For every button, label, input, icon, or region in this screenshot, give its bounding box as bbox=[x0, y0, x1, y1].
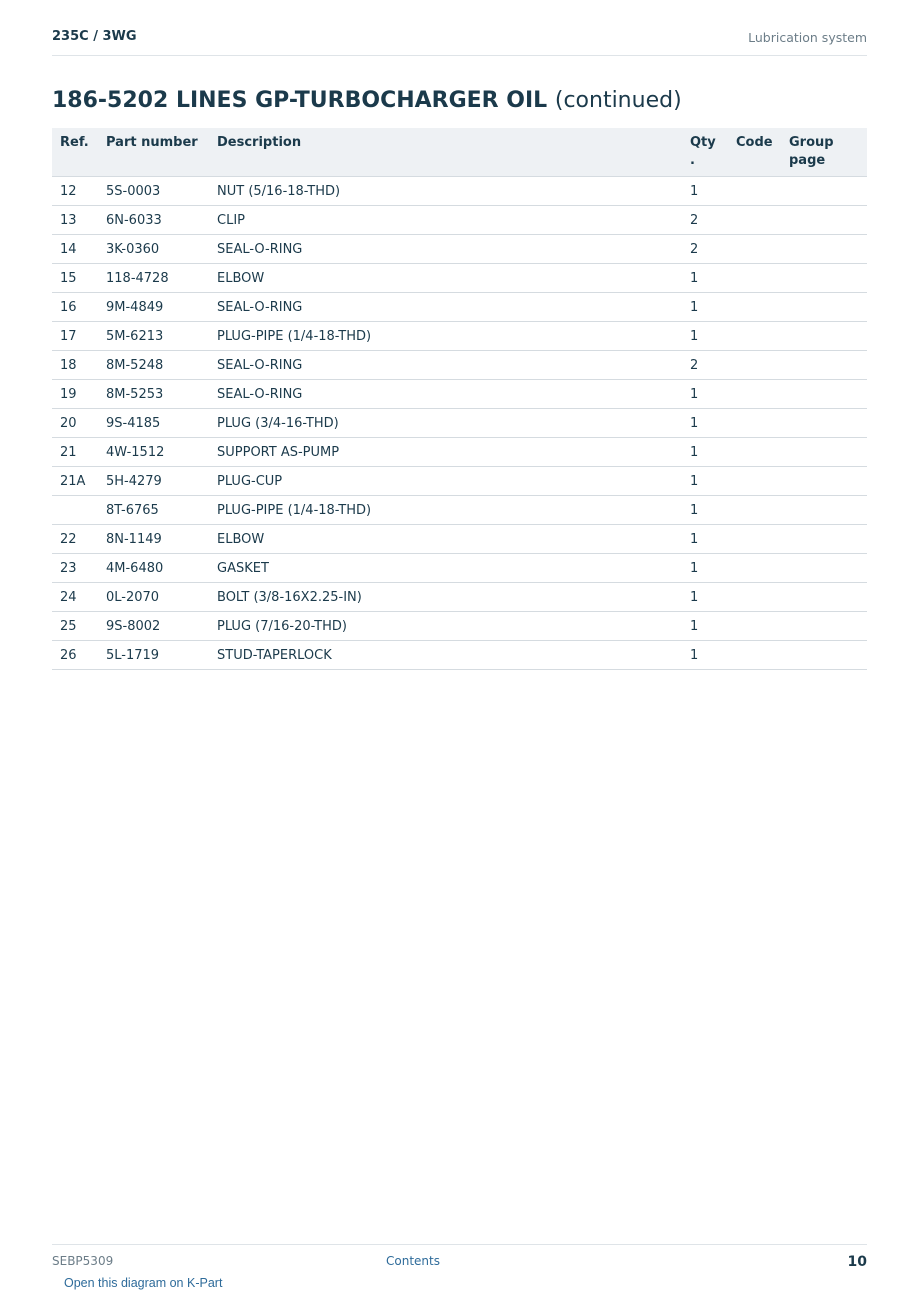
part-number-cell: 4W-1512 bbox=[98, 438, 209, 467]
table-row bbox=[52, 264, 867, 293]
qty-cell: 1 bbox=[682, 264, 728, 293]
table-row bbox=[52, 177, 867, 206]
group-page-cell bbox=[781, 177, 867, 206]
col-header-ref bbox=[52, 128, 98, 177]
description-cell: PLUG-PIPE (1/4-18-THD) bbox=[209, 496, 682, 525]
qty-cell: 1 bbox=[682, 467, 728, 496]
part-number-cell: 3K-0360 bbox=[98, 235, 209, 264]
description-cell: PLUG-PIPE (1/4-18-THD) bbox=[209, 322, 682, 351]
table-row bbox=[52, 554, 867, 583]
ref-cell bbox=[52, 496, 98, 525]
ref-cell: 12 bbox=[52, 177, 98, 206]
qty-cell: 2 bbox=[682, 235, 728, 264]
description-cell: CLIP bbox=[209, 206, 682, 235]
ref-cell: 19 bbox=[52, 380, 98, 409]
ref-cell: 25 bbox=[52, 612, 98, 641]
qty-cell: 1 bbox=[682, 380, 728, 409]
group-page-cell bbox=[781, 467, 867, 496]
model-label: 235C / 3WG bbox=[52, 29, 137, 44]
qty-cell: 2 bbox=[682, 351, 728, 380]
ref-cell: 14 bbox=[52, 235, 98, 264]
qty-cell: 1 bbox=[682, 177, 728, 206]
description-cell: ELBOW bbox=[209, 525, 682, 554]
group-page-cell bbox=[781, 206, 867, 235]
col-label: Part number bbox=[106, 135, 198, 150]
code-cell bbox=[728, 380, 781, 409]
group-page-cell bbox=[781, 264, 867, 293]
description-cell: ELBOW bbox=[209, 264, 682, 293]
group-page-cell bbox=[781, 583, 867, 612]
group-page-cell bbox=[781, 554, 867, 583]
code-cell bbox=[728, 206, 781, 235]
table-row bbox=[52, 351, 867, 380]
table-row bbox=[52, 409, 867, 438]
description-cell: SUPPORT AS-PUMP bbox=[209, 438, 682, 467]
code-cell bbox=[728, 438, 781, 467]
description-cell: PLUG (3/4-16-THD) bbox=[209, 409, 682, 438]
code-cell bbox=[728, 467, 781, 496]
code-cell bbox=[728, 264, 781, 293]
col-label: Qty . bbox=[690, 135, 716, 168]
code-cell bbox=[728, 554, 781, 583]
table-row bbox=[52, 583, 867, 612]
title-main: 186-5202 LINES GP-TURBOCHARGER OIL bbox=[52, 88, 548, 113]
col-header-description bbox=[209, 128, 682, 177]
code-cell bbox=[728, 177, 781, 206]
col-label: Ref. bbox=[60, 135, 89, 150]
ref-cell: 13 bbox=[52, 206, 98, 235]
table-row bbox=[52, 496, 867, 525]
document-id: SEBP5309 bbox=[52, 1254, 114, 1268]
col-header-group-page bbox=[781, 128, 867, 177]
ref-cell: 23 bbox=[52, 554, 98, 583]
contents-link[interactable]: Contents bbox=[386, 1254, 440, 1268]
part-number-cell: 8M-5248 bbox=[98, 351, 209, 380]
code-cell bbox=[728, 293, 781, 322]
table-row bbox=[52, 467, 867, 496]
part-number-cell: 5M-6213 bbox=[98, 322, 209, 351]
title-suffix: (continued) bbox=[554, 88, 682, 113]
qty-cell: 1 bbox=[682, 322, 728, 351]
table-row bbox=[52, 612, 867, 641]
code-cell bbox=[728, 409, 781, 438]
description-cell: SEAL-O-RING bbox=[209, 380, 682, 409]
description-cell: NUT (5/16-18-THD) bbox=[209, 177, 682, 206]
qty-cell: 1 bbox=[682, 409, 728, 438]
code-cell bbox=[728, 351, 781, 380]
part-number-cell: 6N-6033 bbox=[98, 206, 209, 235]
col-label: Code bbox=[736, 135, 773, 150]
table-body bbox=[52, 177, 867, 670]
qty-cell: 1 bbox=[682, 612, 728, 641]
ref-cell: 21A bbox=[52, 467, 98, 496]
table-row bbox=[52, 235, 867, 264]
code-cell bbox=[728, 612, 781, 641]
description-cell: STUD-TAPERLOCK bbox=[209, 641, 682, 670]
code-cell bbox=[728, 322, 781, 351]
group-page-cell bbox=[781, 351, 867, 380]
group-page-cell bbox=[781, 409, 867, 438]
group-page-cell bbox=[781, 380, 867, 409]
qty-cell: 1 bbox=[682, 293, 728, 322]
code-cell bbox=[728, 496, 781, 525]
qty-cell: 1 bbox=[682, 525, 728, 554]
table-row bbox=[52, 206, 867, 235]
description-cell: PLUG-CUP bbox=[209, 467, 682, 496]
description-cell: PLUG (7/16-20-THD) bbox=[209, 612, 682, 641]
table-row bbox=[52, 380, 867, 409]
description-cell: GASKET bbox=[209, 554, 682, 583]
group-page-cell bbox=[781, 322, 867, 351]
description-cell: SEAL-O-RING bbox=[209, 235, 682, 264]
ref-cell: 18 bbox=[52, 351, 98, 380]
ref-cell: 15 bbox=[52, 264, 98, 293]
description-cell: BOLT (3/8-16X2.25-IN) bbox=[209, 583, 682, 612]
ref-cell: 16 bbox=[52, 293, 98, 322]
header-row bbox=[52, 128, 867, 177]
table-row bbox=[52, 293, 867, 322]
ref-cell: 24 bbox=[52, 583, 98, 612]
part-number-cell: 5L-1719 bbox=[98, 641, 209, 670]
col-label: Description bbox=[217, 135, 302, 150]
part-number-cell: 118-4728 bbox=[98, 264, 209, 293]
part-number-cell: 5S-0003 bbox=[98, 177, 209, 206]
part-number-cell: 8T-6765 bbox=[98, 496, 209, 525]
part-number-cell: 9S-4185 bbox=[98, 409, 209, 438]
part-number-cell: 4M-6480 bbox=[98, 554, 209, 583]
qty-cell: 1 bbox=[682, 583, 728, 612]
description-cell: SEAL-O-RING bbox=[209, 351, 682, 380]
part-number-cell: 0L-2070 bbox=[98, 583, 209, 612]
group-page-cell bbox=[781, 235, 867, 264]
table-row bbox=[52, 525, 867, 554]
qty-cell: 2 bbox=[682, 206, 728, 235]
section-label: Lubrication system bbox=[748, 30, 867, 45]
ref-cell: 20 bbox=[52, 409, 98, 438]
page-number: 10 bbox=[847, 1254, 867, 1270]
code-cell bbox=[728, 525, 781, 554]
table-row bbox=[52, 322, 867, 351]
part-number-cell: 8M-5253 bbox=[98, 380, 209, 409]
code-cell bbox=[728, 583, 781, 612]
qty-cell: 1 bbox=[682, 438, 728, 467]
ref-cell: 17 bbox=[52, 322, 98, 351]
part-number-cell: 8N-1149 bbox=[98, 525, 209, 554]
group-page-cell bbox=[781, 525, 867, 554]
part-number-cell: 9M-4849 bbox=[98, 293, 209, 322]
qty-cell: 1 bbox=[682, 641, 728, 670]
table-header bbox=[52, 128, 867, 177]
col-label: Group page bbox=[789, 135, 834, 168]
ref-cell: 26 bbox=[52, 641, 98, 670]
ref-cell: 21 bbox=[52, 438, 98, 467]
col-header-qty bbox=[682, 128, 728, 177]
page-footer bbox=[52, 1244, 867, 1275]
qty-cell: 1 bbox=[682, 496, 728, 525]
group-page-cell bbox=[781, 612, 867, 641]
group-page-cell bbox=[781, 438, 867, 467]
table-row bbox=[52, 641, 867, 670]
page-title bbox=[52, 88, 682, 113]
group-page-cell bbox=[781, 496, 867, 525]
ref-cell: 22 bbox=[52, 525, 98, 554]
table-row bbox=[52, 438, 867, 467]
code-cell bbox=[728, 641, 781, 670]
group-page-cell bbox=[781, 641, 867, 670]
col-header-part-number bbox=[98, 128, 209, 177]
qty-cell: 1 bbox=[682, 554, 728, 583]
page-header bbox=[52, 28, 867, 56]
code-cell bbox=[728, 235, 781, 264]
group-page-cell bbox=[781, 293, 867, 322]
col-header-code bbox=[728, 128, 781, 177]
kpart-diagram-link[interactable]: Open this diagram on K-Part bbox=[64, 1276, 223, 1290]
part-number-cell: 5H-4279 bbox=[98, 467, 209, 496]
description-cell: SEAL-O-RING bbox=[209, 293, 682, 322]
parts-table bbox=[52, 128, 867, 670]
part-number-cell: 9S-8002 bbox=[98, 612, 209, 641]
